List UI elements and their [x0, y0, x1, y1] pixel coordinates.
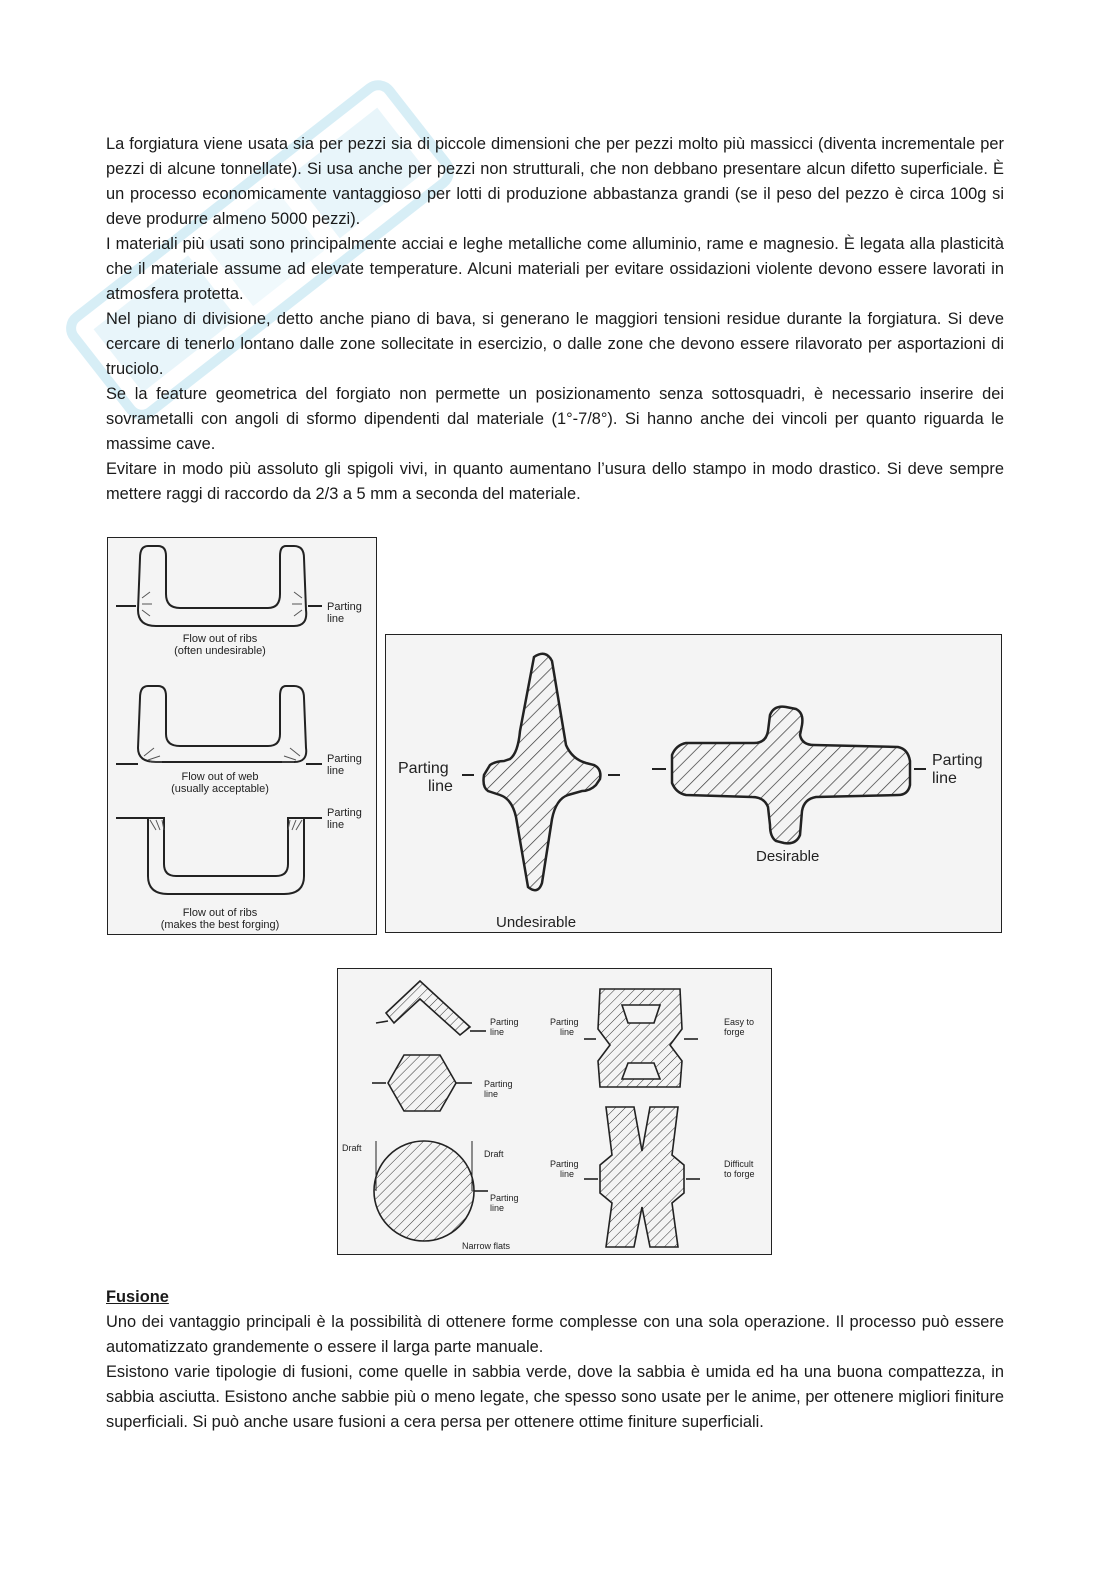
fig1-parting-label-b2: line: [327, 765, 345, 777]
fig3-parting-5b: line: [560, 1169, 575, 1179]
fig3-draft-right: Draft: [484, 1149, 504, 1159]
paragraph-2: I materiali più usati sono principalmente acciai e leghe metalliche come alluminio, rame e magnesio. È legata alla plasticità che il materiale assume ad elevate temperature. Alcuni materiali per evitare ossidazioni violente devono essere lavorati in atmosfera protetta.: [106, 235, 1004, 303]
fig3-parting-2b: line: [484, 1089, 499, 1099]
fig3-parting-4a: Parting: [550, 1017, 579, 1027]
paragraph-3: Nel piano di divisione, detto anche piano di bava, si generano le maggiori tensioni residue durante la forgiatura. Si deve cercare di tenerlo lontano dalle zone sollecitate in esercizio, o dalle zone che devono essere rilavorato per asportazioni di truciolo.: [106, 310, 1004, 378]
fig1-caption-a1: Flow out of ribs: [182, 633, 258, 645]
fig3-parting-4b: line: [560, 1027, 575, 1037]
fig3-parting-3a: Parting: [490, 1193, 519, 1203]
fig3-draft-left: Draft: [342, 1143, 362, 1153]
fig3-easy-1: Easy to: [724, 1017, 755, 1027]
fig1-caption-b1: Flow out of web: [181, 771, 259, 783]
fig3-difficult-1: Difficult: [724, 1159, 754, 1169]
paragraph-1: La forgiatura viene usata sia per pezzi sia di piccole dimensioni che per pezzi molto più massicci (diventa incrementale per pezzi di alcune tonnellate). Si usa anche per pezzi non strutturali, che non debbano presentare alcun difetto superficiale. È un processo economicamente vantaggioso per lotti di produzione abbastanza grandi (se il peso del pezzo è circa 100g si deve produrre almeno 5000 pezzi).: [106, 135, 1004, 228]
fig3-easy-2: forge: [724, 1027, 745, 1037]
fig2-parting-label-right-1: Parting: [932, 752, 983, 769]
fig3-narrow-flats: Narrow flats: [462, 1241, 511, 1251]
fig1-parting-label-c1: Parting: [327, 807, 362, 819]
fig2-undesirable-label: Undesirable: [496, 914, 577, 931]
intro-text: [106, 132, 1004, 507]
fig2-parting-label-left-2: line: [428, 778, 453, 795]
fig1-parting-label-b1: Parting: [327, 753, 362, 765]
fig1-caption-b2: (usually acceptable): [171, 783, 269, 795]
fig2-parting-label-right-2: line: [932, 770, 957, 787]
fig2-parting-label-left-1: Parting: [398, 760, 449, 777]
fig1-parting-label-a1: Parting: [327, 601, 362, 613]
fusione-section: [106, 1285, 1004, 1435]
fusione-paragraph-1: Uno dei vantaggio principali è la possibilità di ottenere forme complesse con una sola operazione. Il processo può essere automatizzato grandemente o essere il larga parte manuale.: [106, 1313, 1004, 1356]
fig3-parting-1a: Parting: [490, 1017, 519, 1027]
paragraph-4: Se la feature geometrica del forgiato non permette un posizionamento senza sottosquadri, è necessario inserire dei sovrametalli con angoli di sformo dipendenti dal materiale (1°-7/8°). Si hanno anche dei vincoli per quanto riguarda le massime cave.: [106, 385, 1004, 453]
fig2-desirable-label: Desirable: [756, 848, 820, 865]
fig1-caption-a2: (often undesirable): [174, 645, 266, 657]
figure-flow-diagram: [107, 537, 377, 935]
fig1-parting-label-c2: line: [327, 819, 345, 831]
fig3-parting-1b: line: [490, 1027, 505, 1037]
fusione-paragraph-2: Esistono varie tipologie di fusioni, come quelle in sabbia verde, dove la sabbia è umida ed ha una buona compattezza, in sabbia asciutta. Esistono anche sabbie più o meno legate, che spesso sono usate per le anime, per ottenere migliori finiture superficiali. Si può anche usare fusioni a cera persa per ottenere ottime finiture superficiali.: [106, 1363, 1004, 1431]
fig3-parting-5a: Parting: [550, 1159, 579, 1169]
fig3-difficult-2: to forge: [724, 1169, 755, 1179]
fig1-parting-label-a2: line: [327, 613, 345, 625]
fig1-caption-c1: Flow out of ribs: [182, 907, 258, 919]
fig1-caption-c2: (makes the best forging): [160, 919, 280, 931]
fusione-title: Fusione: [106, 1288, 169, 1306]
fig3-parting-2a: Parting: [484, 1079, 513, 1089]
fig3-parting-3b: line: [490, 1203, 505, 1213]
figure-cross-sections: [385, 634, 1002, 933]
figure-forgeability: [337, 968, 772, 1255]
paragraph-5: Evitare in modo più assoluto gli spigoli vivi, in quanto aumentano l’usura dello stampo in modo drastico. Si deve sempre mettere raggi di raccordo da 2/3 a 5 mm a seconda del materiale.: [106, 460, 1004, 503]
